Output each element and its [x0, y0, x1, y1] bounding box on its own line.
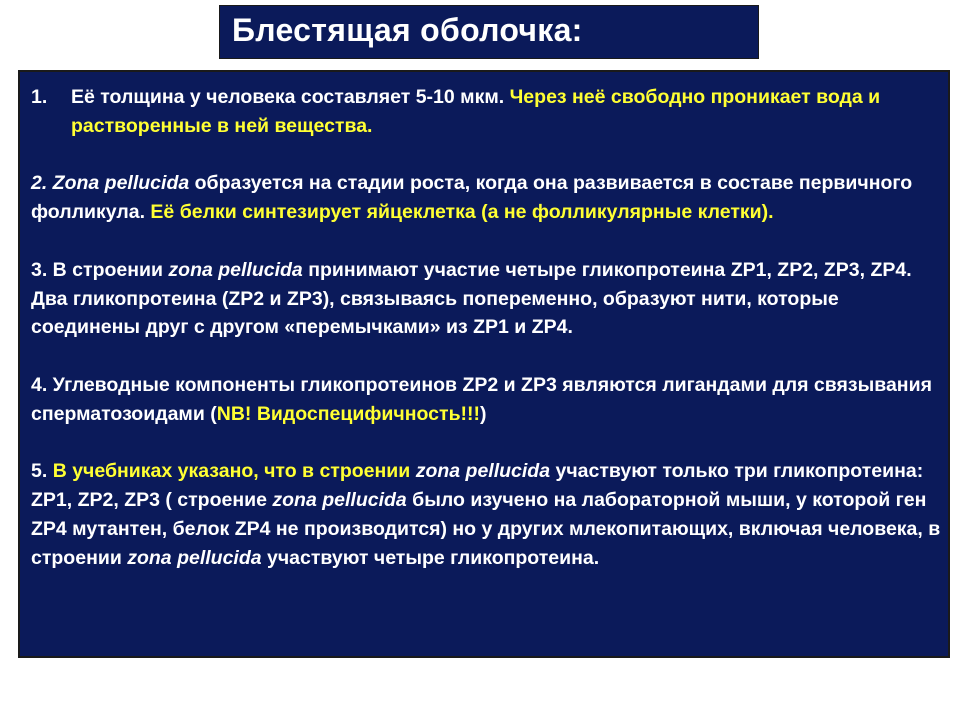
paragraph-1-highlight: Через неё свободно проникает вода и растворенные в ней вещества.	[71, 86, 881, 137]
paragraph-4-text-b: )	[480, 402, 487, 425]
paragraph-2-text: образуется на стадии роста, когда она развивается в составе первичного фолликула.	[31, 172, 913, 224]
paragraph-5-text-c: участвуют четыре гликопротеина.	[261, 546, 600, 569]
paragraph-5-highlight: В учебниках указано, что в строении	[52, 460, 416, 483]
paragraph-3-term: zona pellucida	[168, 258, 303, 281]
paragraph-1-number: 1.	[31, 86, 48, 108]
spacer	[31, 342, 943, 371]
paragraph-5-text-a: участвуют только три гликопротеина: ZP1, ZP2, ZP3 ( строение	[31, 460, 924, 512]
paragraph-5	[31, 457, 943, 572]
paragraph-3-text-a: 3. В строении	[31, 258, 169, 281]
spacer	[31, 429, 943, 458]
paragraph-5-number: 5.	[31, 460, 53, 483]
paragraph-2-term: 2. Zona pellucida	[31, 172, 190, 195]
paragraph-1-text: Её толщина у человека составляет 5-10 мкм.	[71, 86, 510, 108]
paragraph-3	[31, 256, 943, 342]
paragraph-5-term-1: zona pellucida	[415, 460, 551, 483]
slide-title: Блестящая оболочка:	[232, 12, 583, 48]
spacer	[31, 227, 943, 256]
paragraph-5-term-2: zona pellucida	[272, 489, 407, 512]
paragraph-4-text-a: 4. Углеводные компоненты гликопротеинов ZP2 и ZP3 являются лигандами для связывания сперматозоидами (	[31, 373, 932, 425]
paragraph-2	[31, 169, 943, 227]
content-box	[18, 70, 950, 658]
paragraph-4	[31, 371, 943, 429]
paragraph-5-text-b: было изучено на лабораторной мыши, у которой ген ZP4 мутантен, белок ZP4 не производится) но у других млекопитающих, включая человека, в строении	[31, 489, 941, 569]
paragraph-1-body	[71, 83, 943, 141]
paragraph-1	[31, 83, 943, 141]
title-box	[219, 5, 759, 59]
paragraph-5-term-3: zona pellucida	[127, 546, 262, 569]
paragraph-4-highlight: NB! Видоспецифичность!!!	[216, 402, 481, 425]
content-text	[31, 83, 943, 573]
paragraph-2-highlight: Её белки синтезирует яйцеклетка (а не фолликулярные клетки).	[150, 201, 774, 224]
paragraph-3-text-b: принимают участие четыре гликопротеина ZP1, ZP2, ZP3, ZP4. Два гликопротеина (ZP2 и ZP3), связываясь попеременно, образуют нити, которые соединены друг с другом «перемычками» из ZP1 и ZP4.	[31, 258, 912, 339]
spacer	[31, 141, 943, 170]
